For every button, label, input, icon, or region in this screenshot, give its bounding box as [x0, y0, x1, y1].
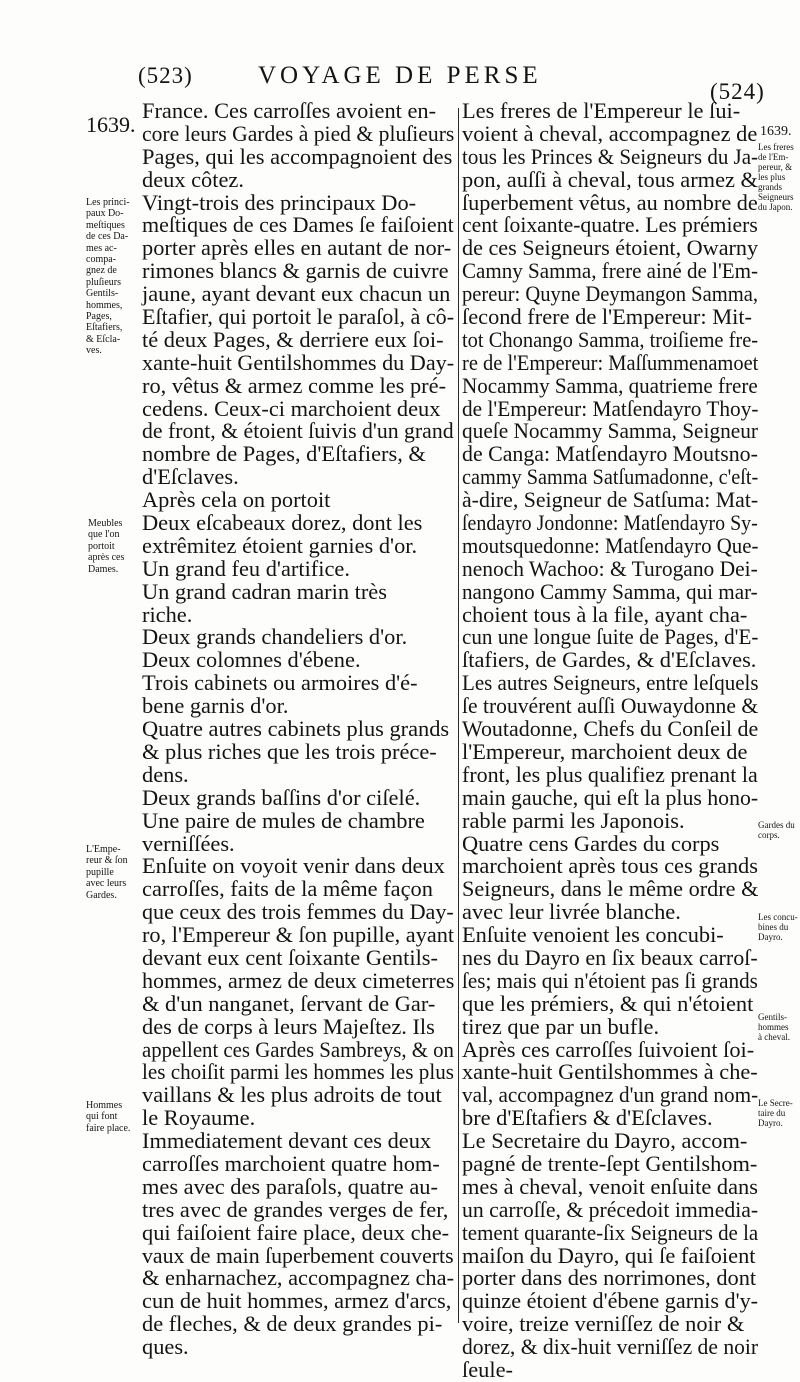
margin-note-line: pereur, &	[758, 162, 793, 172]
text-line: tirez que par un bufle.	[462, 1013, 660, 1039]
text-line: de ces Seigneurs étoient, Owarny	[462, 235, 759, 261]
text-line: Seigneurs, dans le même ordre &	[462, 876, 759, 902]
text-line: xante-huit Gentilshommes du Day-	[142, 349, 455, 375]
text-line: & enharnachez, accompagnez cha-	[142, 1265, 455, 1291]
text-line: de l'Empereur: Matſendayro Thoy-	[462, 395, 759, 421]
margin-note-line: de ces Da-	[86, 231, 129, 243]
text-line: vaux de main ſuperbement couverts	[142, 1242, 454, 1268]
margin-note-line: L'Empe-	[86, 844, 121, 855]
margin-note-line: Les concu-	[758, 912, 798, 922]
text-line: Nocammy Samma, quatrieme frere	[462, 372, 758, 398]
margin-note-line: Gentils-	[758, 1012, 787, 1022]
margin-note-line: hommes	[758, 1022, 789, 1032]
text-line: Quatre autres cabinets plus grands	[142, 716, 450, 742]
margin-note-line: pluſieurs	[86, 276, 121, 288]
text-line: de fleches, & de deux grandes pi-	[142, 1311, 443, 1337]
text-line: core leurs Gardes à pied & pluſieurs	[142, 120, 455, 146]
text-line: Un grand feu d'artifice.	[142, 555, 350, 581]
text-line: marchoient après tous ces grands	[462, 853, 758, 879]
text-line: mes avec des paraſols, quatre au-	[142, 1173, 438, 1199]
text-line: Eſtafier, qui portoit le paraſol, à cô-	[142, 304, 455, 330]
margin-note-line: Hommes	[86, 1100, 123, 1111]
text-line: Quatre cens Gardes du corps	[462, 830, 720, 856]
text-line: Vingt-trois des principaux Do-	[142, 189, 417, 215]
column-divider	[458, 108, 459, 1323]
text-line: Deux grands baſſins d'or ciſelé.	[142, 784, 421, 810]
margin-note-line: & Eſcla-	[86, 333, 121, 345]
text-line: à-dire, Seigneur de Satſuma: Mat-	[462, 487, 759, 513]
text-line: Le Secretaire du Dayro, accom-	[462, 1128, 748, 1154]
text-line: que les prémiers, & qui n'étoient	[462, 990, 754, 1016]
margin-note	[88, 518, 124, 575]
text-line: Immediatement devant ces deux	[142, 1128, 432, 1154]
text-line: Pages, qui les accompagnoient des	[142, 143, 453, 169]
margin-note-line: mes ac-	[86, 242, 117, 254]
margin-note	[758, 1098, 793, 1128]
margin-note-line: Les princi-	[86, 197, 130, 208]
margin-note-line: du Japon.	[758, 202, 793, 212]
text-line: nenoch Wachoo: & Turogano Dei-	[462, 555, 758, 581]
text-line: & d'un nanganet, ſervant de Gar-	[142, 990, 436, 1016]
text-line: ques.	[142, 1334, 189, 1360]
text-line: Enſuite venoient les concubi-	[462, 922, 724, 948]
text-line: ſendayro Jondonne: Matſendayro Sy-	[462, 510, 758, 536]
margin-note-line: Seigneurs	[758, 192, 794, 202]
text-line: deux côtez.	[142, 166, 244, 192]
text-line: ro, l'Empereur & ſon pupille, ayant	[142, 922, 455, 948]
margin-note-line: Gardes.	[86, 889, 117, 901]
text-line: cun une longue ſuite de Pages, d'E-	[462, 624, 759, 650]
text-line: porter après elles en autant de nor-	[142, 235, 452, 261]
text-line: extrêmitez étoient garnies d'or.	[142, 532, 418, 558]
text-line: voire, treize verniſſez de noir &	[462, 1311, 745, 1337]
margin-note-line: Pages,	[86, 311, 112, 323]
margin-note-line: ves.	[86, 345, 102, 357]
text-line: pagné de trente-ſept Gentilshom-	[462, 1150, 758, 1176]
text-line: le Royaume.	[142, 1105, 256, 1131]
right-page-number: (524)	[710, 79, 765, 104]
text-line: pon, auſſi à cheval, tous armez &	[462, 166, 758, 192]
margin-note-line: Meubles	[88, 518, 123, 529]
left-page-number: (523)	[138, 63, 193, 88]
right-column-text	[462, 100, 758, 1382]
text-line: avec leur livrée blanche.	[462, 899, 681, 925]
margin-note-line: faire place.	[86, 1122, 131, 1134]
text-line: bre d'Eſtafiers & d'Eſclaves.	[462, 1105, 713, 1131]
margin-note-line: compa-	[86, 254, 116, 266]
text-line: dorez, & dix-huit verniſſez de noir	[462, 1334, 759, 1360]
text-line: hommes, armez de deux cimeterres	[142, 967, 455, 993]
margin-note	[758, 912, 798, 942]
margin-note-line: taire du	[758, 1108, 786, 1118]
running-title: VOYAGE DE PERSE	[258, 62, 542, 89]
text-line: ro, vêtus & armez comme les pré-	[142, 372, 447, 398]
margin-note-line: portoit	[88, 540, 115, 552]
text-line: dens.	[142, 761, 189, 787]
text-line: ſe trouvérent auſſi Ouwaydonne &	[462, 693, 759, 719]
text-line: cun de huit hommes, armez d'arcs,	[142, 1288, 452, 1314]
text-line: riche.	[142, 601, 193, 627]
text-line: que ceux des trois femmes du Day-	[142, 899, 454, 925]
text-line: Deux eſcabeaux dorez, dont les	[142, 510, 423, 536]
text-line: Deux grands chandeliers d'or.	[142, 624, 408, 650]
text-line: Enſuite on voyoit venir dans deux	[142, 853, 445, 879]
text-line: carroſſes marchoient quatre hom-	[142, 1150, 440, 1176]
text-line: porter dans des norrimones, dont	[462, 1265, 757, 1291]
margin-note	[86, 197, 130, 357]
text-line: Après cela on portoit	[142, 487, 331, 513]
text-line: cammy Samma Satſumadonne, c'eſt-	[462, 464, 759, 490]
text-line: de front, & étoient ſuivis d'un grand	[142, 418, 454, 444]
text-line: ſtafiers, de Gardes, & d'Eſclaves.	[462, 647, 757, 673]
text-line: Un grand cadran marin très	[142, 578, 387, 604]
text-line: Trois cabinets ou armoires d'é-	[142, 670, 418, 696]
text-line: re de l'Empereur: Maſſummenamoet	[462, 349, 759, 375]
text-line: xante-huit Gentilshommes à che-	[462, 1059, 758, 1085]
text-line: ſecond frere de l'Empereur: Mit-	[462, 304, 753, 330]
text-line: voient à cheval, accompagnez de	[462, 120, 758, 146]
margin-note	[86, 844, 128, 901]
margin-note-line: qui font	[86, 1111, 118, 1123]
margin-note-line: grands	[758, 182, 782, 192]
text-line: pereur: Quyne Deymangon Samma,	[462, 281, 759, 307]
text-line: tres avec de grandes verges de fer,	[142, 1196, 449, 1222]
text-line: l'Empereur, marchoient deux de	[462, 738, 748, 764]
margin-note-line: après ces	[88, 552, 125, 564]
text-line: choient tous à la file, ayant cha-	[462, 601, 748, 627]
text-line: carroſſes, faits de la même façon	[142, 876, 433, 902]
text-line: nombre de Pages, d'Eſtafiers, &	[142, 441, 426, 467]
margin-note	[86, 1100, 130, 1134]
text-line: les choiſit parmi les hommes les plus	[142, 1059, 454, 1085]
margin-note-line: reur & ſon	[86, 855, 128, 867]
margin-note-line: Eſtafiers,	[86, 322, 123, 334]
text-line: té deux Pages, & derriere eux ſoi-	[142, 326, 444, 352]
text-line: vaillans & les plus adroits de tout	[142, 1082, 442, 1108]
text-line: d'Eſclaves.	[142, 464, 239, 490]
text-line: Deux colomnes d'ébene.	[142, 647, 361, 673]
text-line: meſtiques de ces Dames ſe faiſoient	[142, 212, 454, 238]
text-line: rimones blancs & garnis de cuivre	[142, 258, 449, 284]
margin-note-line: à cheval.	[758, 1032, 790, 1042]
margin-note-line: paux Do-	[86, 208, 124, 220]
text-line: Woutadonne, Chefs du Conſeil de	[462, 716, 759, 742]
left-column-text	[142, 100, 454, 1359]
margin-note-line: Les freres	[758, 142, 794, 152]
margin-note-line: Gardes du	[758, 820, 795, 830]
text-line: appellent ces Gardes Sambreys, & on	[142, 1036, 454, 1062]
text-line: Les freres de l'Empereur le ſui-	[462, 98, 741, 123]
margin-note-line: bines du	[758, 922, 789, 932]
text-line: verniſſées.	[142, 830, 235, 856]
margin-note-line: Dayro.	[758, 1118, 783, 1128]
margin-note	[758, 1012, 790, 1042]
text-line: rable parmi les Japonois.	[462, 807, 685, 833]
margin-note-line: avec leurs	[86, 878, 127, 890]
text-line: Après ces carroſſes ſuivoient ſoi-	[462, 1036, 755, 1062]
text-line: qui faiſoient faire place, deux che-	[142, 1219, 450, 1245]
text-line: tot Chonango Samma, troiſieme fre-	[462, 326, 759, 352]
text-line: moutsquedonne: Matſendayro Que-	[462, 532, 759, 558]
text-line: de Canga: Matſendayro Moutsno-	[462, 441, 758, 467]
margin-note-line: Dayro.	[758, 932, 783, 942]
margin-note-line: corps.	[758, 830, 780, 840]
text-line: queſe Nocammy Samma, Seigneur	[462, 418, 758, 444]
year-left: 1639.	[86, 112, 136, 137]
margin-note-line: Le Secre-	[758, 1098, 793, 1108]
text-line: un carroſſe, & précedoit immedia-	[462, 1196, 759, 1222]
margin-note-line: hommes,	[86, 299, 123, 311]
margin-note-line: pupille	[86, 866, 114, 878]
text-line: tement quarante-ſix Seigneurs de la	[462, 1219, 759, 1245]
text-line: nangono Cammy Samma, qui mar-	[462, 578, 758, 604]
text-line: tous les Princes & Seigneurs du Ja-	[462, 143, 759, 169]
text-line: nes du Dayro en ſix beaux carroſ-	[462, 944, 758, 970]
margin-note-line: les plus	[758, 172, 786, 182]
text-line: des de corps à leurs Majeſtez. Ils	[142, 1013, 435, 1039]
margin-note-line: gnez de	[86, 265, 117, 277]
text-line: Une paire de mules de chambre	[142, 807, 425, 833]
text-line: maiſon du Dayro, qui ſe faiſoient	[462, 1242, 756, 1268]
text-line: ſuperbement vêtus, au nombre de	[462, 189, 758, 215]
text-line: mes à cheval, venoit enſuite dans	[462, 1173, 758, 1199]
text-line: bene garnis d'or.	[142, 693, 289, 719]
text-line: front, les plus qualifiez prenant la	[462, 761, 758, 787]
text-line: Les autres Seigneurs, entre leſquels	[462, 670, 759, 696]
margin-note-line: que l'on	[88, 529, 120, 541]
text-line: ſes; mais qui n'étoient pas ſi grands	[462, 967, 758, 993]
text-line: val, accompagnez d'un grand nom-	[462, 1082, 759, 1108]
text-line: main gauche, qui eſt la plus hono-	[462, 784, 759, 810]
text-line: devant eux cent ſoixante Gentils-	[142, 944, 438, 970]
text-line: jaune, ayant devant eux chacun un	[142, 281, 451, 307]
margin-note-line: de l'Em-	[758, 152, 789, 162]
year-right: 1639.	[760, 124, 792, 139]
text-line: Camny Samma, frere ainé de l'Em-	[462, 258, 759, 284]
text-line: cent ſoixante-quatre. Les prémiers	[462, 212, 758, 238]
margin-note	[758, 142, 794, 212]
margin-note-line: meſtiques	[86, 219, 125, 231]
margin-note-line: Gentils-	[86, 288, 119, 300]
text-line: cedens. Ceux-ci marchoient deux	[142, 395, 441, 421]
text-line: & plus riches que les trois préce-	[142, 738, 437, 764]
margin-note-line: Dames.	[88, 563, 119, 575]
text-line: ſeule-	[462, 1356, 513, 1382]
margin-note	[758, 820, 795, 840]
text-line: France. Ces carroſſes avoient en-	[142, 98, 437, 123]
text-line: quinze étoient d'ébene garnis d'y-	[462, 1288, 759, 1314]
